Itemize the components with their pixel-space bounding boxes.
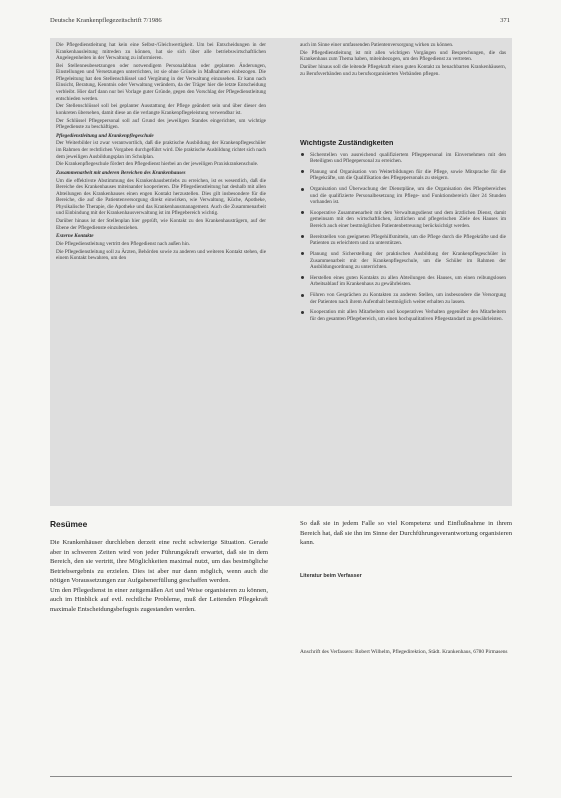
box-subheading: Pflegedienstleitung und Krankenpflegeschule bbox=[56, 132, 154, 139]
box-paragraph: Die Pflegedienstleitung hat kein eine Selbst-/Gleichwertigkeit. Um bei Entscheidungen in der Krankenhausleitung mitreden zu können, hat sie sich über alle betriebswirtschaftlichen Angelegenheiten in der Verwaltung zu informieren. bbox=[56, 42, 266, 62]
literature-note: Literatur beim Verfasser bbox=[300, 573, 362, 579]
box-paragraph: Der Schlüssel Pflegepersonal soll auf Grund des jeweiligen Standes eingerichtet, um wichtige Pflegedienste zu beschäftigen. bbox=[56, 117, 266, 131]
box-paragraph: Die Pflegedienstleitung soll zu Ärzten, Behörden sowie zu anderen und weiteren Kontakt stehen, die einem Kontakt bewahren, um den bbox=[56, 248, 266, 262]
resumee-right-paragraph: So daß sie in jedem Falle so viel Kompetenz und Einflußnahme in ihrem Bereich hat, daß sie ihn im Sinne der Durchführungsverantwortung organisieren kann. bbox=[300, 520, 512, 546]
responsibilities-heading: Wichtigste Zuständigkeiten bbox=[300, 140, 394, 147]
responsibility-item bbox=[300, 234, 506, 247]
bullet-icon bbox=[301, 211, 304, 214]
responsibility-text: Planung und Organisation von Weiterbildungen für die Pflege, sowie Mitsprache für die Pflegekräfte, um die Qualifikation des Pflegepersonals zu steigern. bbox=[310, 168, 506, 182]
resumee-paragraph: Um den Pflegedienst in einer zeitgemäßen Art und Weise organisieren zu können, auch im Hinblick auf evtl. rechtliche Probleme, muß der Leitenden Pflegekraft maximale Entscheidungsbefugnis zugestanden werden. bbox=[50, 586, 268, 613]
box-paragraph: auch im Sinne einer umfassenden Patientenversorgung wirken zu können. bbox=[300, 42, 454, 48]
box-subheading: Zusammenarbeit mit anderen Bereichen des Krankenhauses bbox=[56, 169, 186, 176]
author-address: Anschrift des Verfassers: Robert Wilhelm, Pflegedirektion, Städt. Krankenhaus, 6780 Pirmasens bbox=[300, 649, 508, 655]
responsibility-item bbox=[300, 169, 506, 182]
bullet-icon bbox=[301, 311, 304, 314]
box-paragraph: Der Stellenschlüssel soll bei geplanter Ausstattung der Pflege geändert sein und über dieser den konkreten übersehen, damit diese an die verlangte Krankenpflegeleistung verwendbar ist. bbox=[56, 103, 266, 116]
responsibility-text: Kooperation mit allen Mitarbeitern und kooperatives Verhalten gegenüber den Mitarbeitern für den gesamten Pflegebereich, um einen hochqualitativen Pflegestandard zu gewährleisten. bbox=[310, 309, 506, 322]
resumee-heading: Resümee bbox=[50, 519, 88, 529]
bullet-icon bbox=[301, 170, 304, 173]
responsibility-item bbox=[300, 309, 506, 322]
page-number: 371 bbox=[500, 17, 510, 24]
bullet-icon bbox=[301, 153, 304, 156]
journal-title: Deutsche Krankenpflegezeitschrift 7/1986 bbox=[50, 17, 162, 24]
resumee-left-column bbox=[50, 538, 268, 664]
responsibility-text: Kooperative Zusammenarbeit mit dem Verwaltungsdienst und dem ärztlichen Dienst, damit gemeinsam mit den wirtschaftlichen, ärztlichen und pflegerischen Ziele des Hauses im Bereich auch einer bestmöglichen Patientenbetreuung berücksichtigt werden. bbox=[310, 209, 506, 230]
responsibility-item bbox=[300, 292, 506, 305]
box-paragraph: Bei Stellenneubesetzungen oder notwendigem Personalabbau oder geplanten Änderungen, Einstellungen und Versetzungen unterrichten, ist sie ohne Gründe in Maßnahmen einbezogen. Die Pflegeleitung hat den Stellenschlüssel und Vergütung in der Verwaltung einzusehen. Er kann nach Einsicht, Beratung, Kenntnis oder Verwaltung verändern, da der Träger hier die letzte Entscheidung verbleibt. Hier darf dann nur bei Vorlage guter Gründe, gegen den Vorschlag der Pflegedienstleitung entschieden werden. bbox=[56, 62, 266, 102]
responsibility-item bbox=[300, 152, 506, 165]
responsibility-text: Sicherstellen von ausreichend qualifiziertem Pflegepersonal im Einvernehmen mit den Beteiligten und Pflegepersonal zu erreichen. bbox=[310, 151, 506, 165]
responsibility-text: Organisation und Überwachung der Dienstpläne, um die Organisation des Pflegebereiches und die qualifizierte Personalbesetzung im Pflege- und Funktionsbereich über 24 Stunden vorhanden ist. bbox=[310, 186, 506, 206]
bullet-icon bbox=[301, 294, 304, 297]
info-box-right-intro bbox=[300, 42, 506, 120]
box-paragraph: Der Weiterbilder ist zwar verantwortlich, daß die praktische Ausbildung der Krankenpflegeschüler im Rahmen der rechtlichen Vorgaben durchgeführt wird. Die praktische Ausbildung richtet sich nach dem jeweiligen Ausbildungsplan im Schulplan. bbox=[56, 140, 266, 160]
footer-rule bbox=[50, 776, 512, 777]
responsibilities-section bbox=[300, 140, 506, 502]
responsibility-item bbox=[300, 186, 506, 206]
resumee-right-column bbox=[300, 519, 512, 549]
bullet-icon bbox=[301, 188, 304, 191]
box-paragraph: Die Pflegedienstleitung vertritt den Pflegedienst nach außen hin. bbox=[56, 240, 190, 247]
box-paragraph: Um die effektivste Abstimmung des Krankenhausbetriebs zu erreichen, ist es wesentlich, daß die Bereiche des Krankenhauses miteinander kooperieren. Die Pflegedienstleitung hat deshalb mit allen Abteilungen des Krankenhauses einen engen Kontakt herzustellen. Dies gilt insbesondere für die Bereiche, die auf die Patientenversorgung direkt einwirken, wie Verwaltung, Küche, Apotheke, Physikalische Therapie, die Apotheke und das Krankenhausmanagement. Auch die Zusammenarbeit und Einbindung mit der Krankenhausverwaltung ist im Pflegebereich wichtig. bbox=[56, 177, 266, 217]
page-header bbox=[50, 16, 510, 26]
box-paragraph: Die Pflegedienstleitung ist mit allen wichtigen Vorgängen und Besprechungen, die das Krankenhaus zum Thema haben, miteinbezogen, um den Pflegedienst zu vertreten. bbox=[300, 49, 506, 63]
responsibility-item bbox=[300, 210, 506, 230]
responsibilities-list bbox=[300, 152, 506, 323]
box-paragraph: Die Krankenpflegeschule fördert den Pflegedienst hierbei an der jeweiligen Praxiskrankenschule. bbox=[56, 161, 259, 168]
bullet-icon bbox=[301, 252, 304, 255]
bullet-icon bbox=[301, 276, 304, 279]
bullet-icon bbox=[301, 235, 304, 238]
responsibility-text: Herstellen eines guten Kontakts zu allen Abteilungen des Hauses, um einen reibungslosen Arbeitsablauf im Krankenhaus zu gewährleisten. bbox=[310, 274, 506, 288]
responsibility-text: Planung und Sicherstellung der praktischen Ausbildung der Krankenpflegeschüler in Zusammenarbeit mit der Krankenpflegeschule, um die Schüler im Rahmen der Ausbildungsordnung zu unterrichten. bbox=[310, 251, 506, 271]
responsibility-item bbox=[300, 275, 506, 288]
box-subheading: Externe Kontakte bbox=[56, 233, 94, 240]
info-box-left-column bbox=[56, 42, 266, 502]
box-paragraph: Darüber hinaus soll die leitende Pflegekraft einen guten Kontakt zu benachbarten Krankenhäusern, zu Berufsverbänden und zu berufsorganisierten Verbänden pflegen. bbox=[300, 64, 506, 77]
responsibility-item bbox=[300, 251, 506, 271]
resumee-paragraph: Die Krankenhäuser durchleben derzeit eine recht schwierige Situation. Gerade aber in schweren Zeiten wird von jeder Führungskraft erwartet, daß sie in dem Bereich, den sie vertritt, ihre Möglichkeiten maximal nutzt, um das bestmögliche Betriebsergebnis zu erzielen. Dies ist aber nur dann möglich, wenn auch die nötigen Voraussetzungen zur Aufgabenerfüllung geschaffen werden. bbox=[50, 539, 268, 584]
box-paragraph: Darüber hinaus ist der Stellenplan hier geprüft, wie Kontakt zu den Krankenhausträgern, auf der Ebene der Pflegedienste einzubeziehen. bbox=[56, 217, 266, 231]
responsibility-text: Bereitstellen von geeigneten Pflegehilfsmitteln, um die Pflege durch die Pflegekräfte und die Patienten zu erleichtern und zu unterstützen. bbox=[310, 233, 506, 247]
responsibility-text: Führen von Gesprächen zu Kontakten zu anderen Stellen, um insbesondere die Versorgung der Patienten nach ihrem Aufenthalt bestmöglich weiter erhalten zu lassen. bbox=[310, 292, 506, 305]
